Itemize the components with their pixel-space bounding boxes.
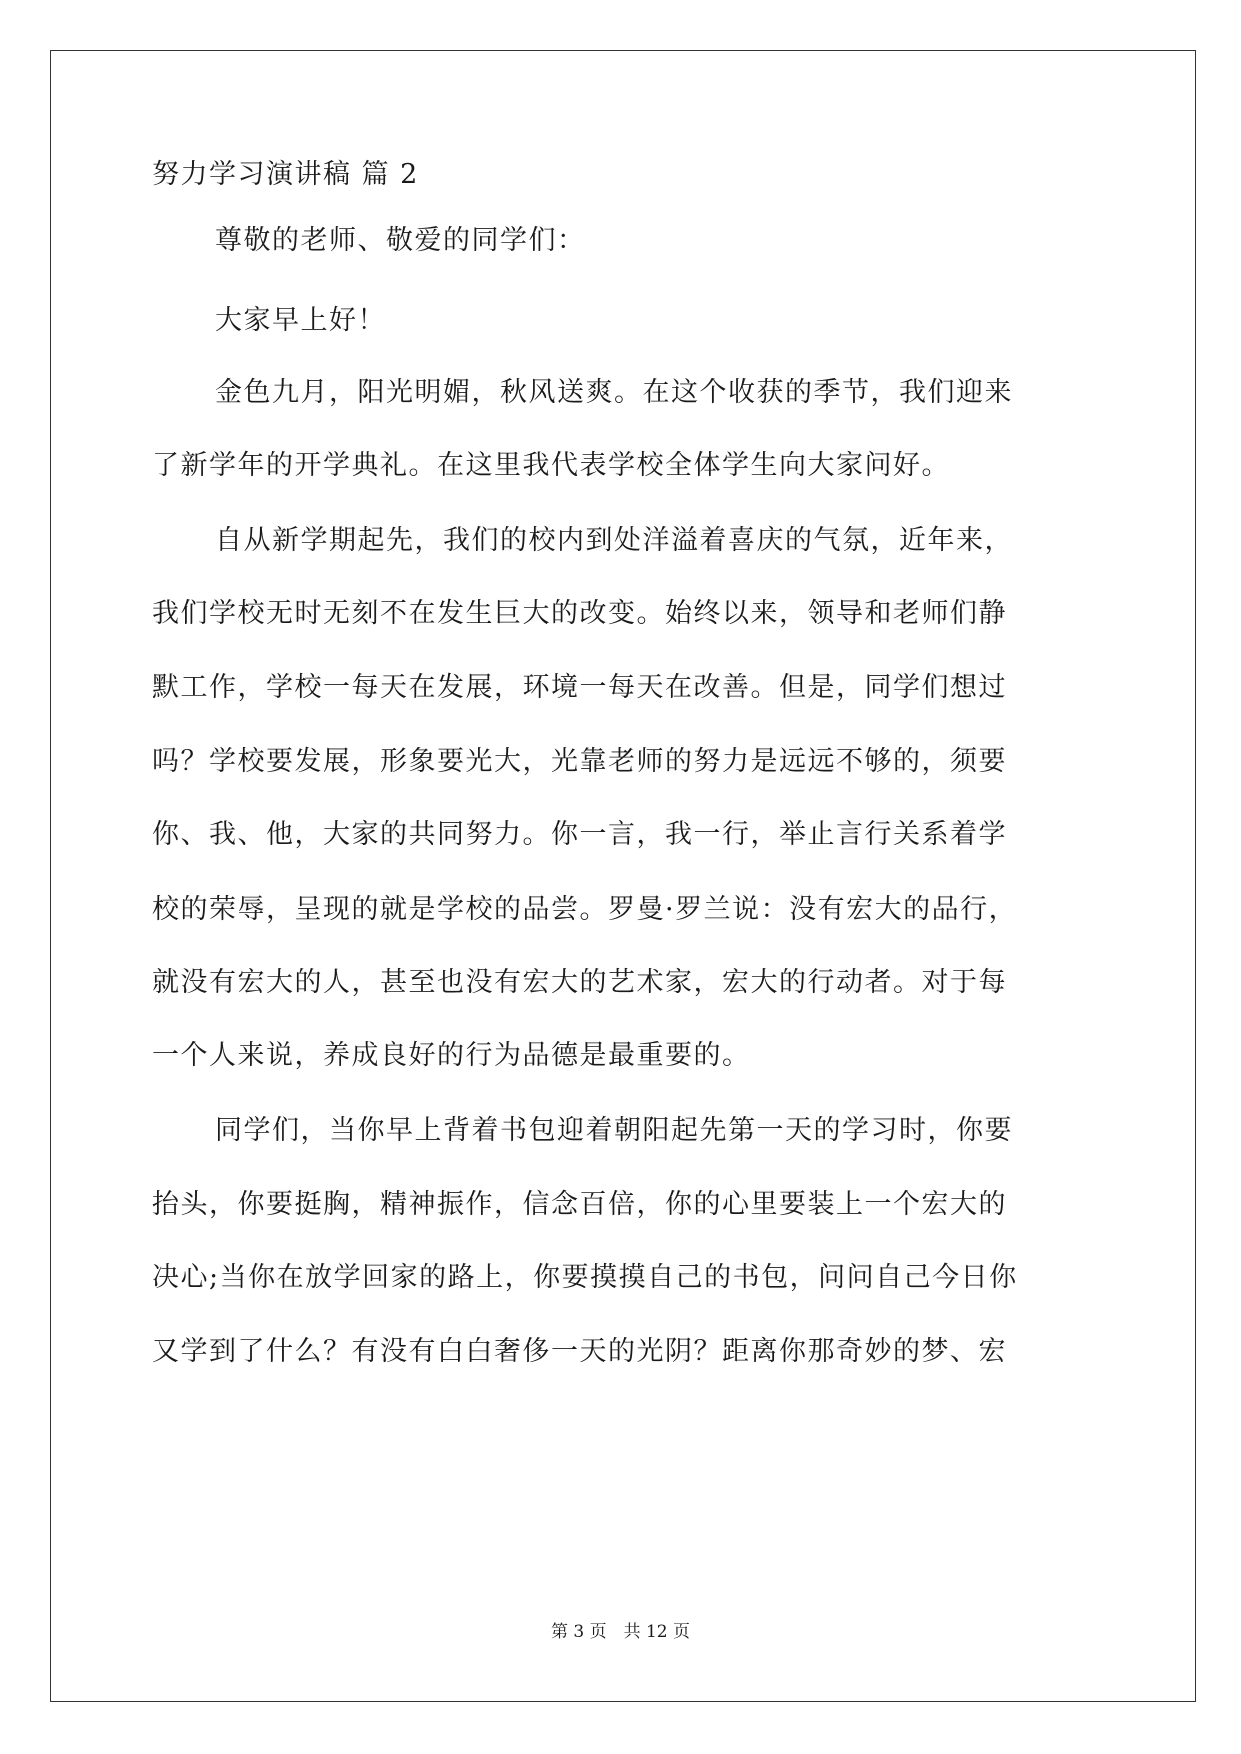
page-border (50, 50, 1196, 1702)
paragraph-line: 一个人来说，养成良好的行为品德是最重要的。 (152, 1040, 751, 1071)
paragraph-line: 金色九月，阳光明媚，秋风送爽。在这个收获的季节，我们迎来 (215, 377, 1013, 408)
greeting-line: 尊敬的老师、敬爱的同学们： (215, 225, 586, 256)
paragraph-line: 同学们，当你早上背着书包迎着朝阳起先第一天的学习时，你要 (215, 1115, 1013, 1146)
page-number-footer: 第 3 页 共 12 页 (550, 1622, 691, 1642)
salutation-line: 大家早上好！ (215, 305, 386, 336)
paragraph-line: 又学到了什么？有没有白白奢侈一天的光阴？距离你那奇妙的梦、宏 (152, 1336, 1007, 1367)
paragraph-line: 吗？学校要发展，形象要光大，光靠老师的努力是远远不够的，须要 (152, 746, 1007, 777)
document-title: 努力学习演讲稿 篇 2 (152, 159, 419, 190)
paragraph-line: 自从新学期起先，我们的校内到处洋溢着喜庆的气氛，近年来， (215, 525, 1013, 556)
paragraph-line: 抬头，你要挺胸，精神振作，信念百倍，你的心里要装上一个宏大的 (152, 1189, 1007, 1220)
paragraph-line: 你、我、他，大家的共同努力。你一言，我一行，举止言行关系着学 (152, 819, 1007, 850)
paragraph-line: 我们学校无时无刻不在发生巨大的改变。始终以来，领导和老师们静 (152, 598, 1007, 629)
paragraph-line: 决心;当你在放学回家的路上，你要摸摸自己的书包，问问自己今日你 (152, 1262, 1018, 1293)
paragraph-line: 了新学年的开学典礼。在这里我代表学校全体学生向大家问好。 (152, 450, 950, 481)
paragraph-line: 就没有宏大的人，甚至也没有宏大的艺术家，宏大的行动者。对于每 (152, 967, 1007, 998)
paragraph-line: 校的荣辱，呈现的就是学校的品尝。罗曼·罗兰说：没有宏大的品行， (152, 894, 1018, 925)
paragraph-line: 默工作，学校一每天在发展，环境一每天在改善。但是，同学们想过 (152, 672, 1007, 703)
